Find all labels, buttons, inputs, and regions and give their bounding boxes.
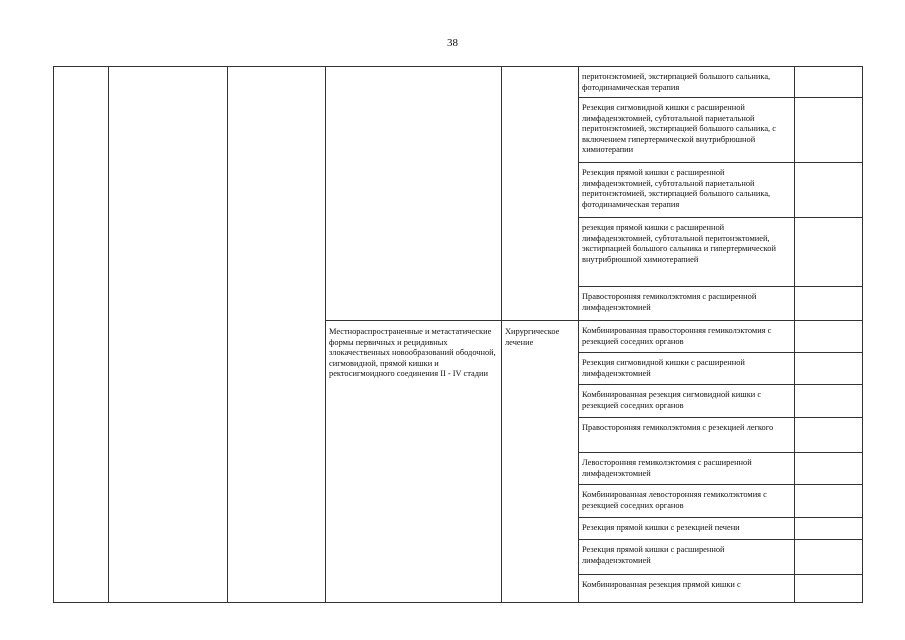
cell-number: [54, 67, 109, 603]
procedure-item: Правосторонняя гемиколэктомия с расширенной лимфаденэктомией: [582, 292, 757, 312]
procedure-item: Правосторонняя гемиколэктомия с резекцией легкого: [579, 418, 794, 453]
cell-treatment: [502, 67, 579, 321]
procedure-item: Резекция прямой кишки с расширенной лимфаденэктомией, субтотальной париетальной перитонэктомией, экстирпацией большого сальника, фотодинамическая терапия: [579, 163, 794, 218]
cell-treatment: [502, 321, 579, 603]
condition-text: Местнораспространенные и метастатические формы первичных и рецидивных злокачественных новообразований ободочной, сигмовидной, прямой кишки и ректосигмоидного соединения II - IV стадии: [329, 327, 496, 379]
procedure-item: Левосторонняя гемиколэктомия с расширенной лимфаденэктомией: [579, 453, 794, 485]
cell-condition: [326, 321, 502, 603]
treatment-text: [502, 67, 578, 79]
medical-procedures-table: [53, 66, 863, 603]
table-row: [54, 67, 863, 321]
cell-group: [109, 67, 228, 603]
procedure-item: Комбинированная резекция сигмовидной кишки с резекцией соседних органов: [579, 385, 794, 418]
cell-code: [228, 67, 326, 603]
cell-extra: [795, 67, 863, 321]
procedure-item: Комбинированная правосторонняя гемиколэктомия с резекцией соседних органов: [579, 321, 794, 353]
cell-extra: [795, 321, 863, 603]
procedure-item: Резекция сигмовидной кишки с расширенной лимфаденэктомией, субтотальной париетальной перитонэктомией, экстирпацией большого сальника, с включением гипертермической внутрибрюшной химиотерапии: [579, 98, 794, 163]
procedure-item: Резекция прямой кишки с расширенной лимфаденэктомией: [579, 540, 794, 575]
treatment-text: Хирургическое лечение: [505, 327, 560, 347]
procedure-item: Комбинированная левосторонняя гемиколэктомия с резекцией соседних органов: [579, 485, 794, 518]
cell-procedures: [579, 321, 795, 603]
procedure-item: Комбинированная резекция прямой кишки с: [582, 580, 741, 589]
procedure-item: Резекция прямой кишки с резекцией печени: [579, 518, 794, 540]
procedure-item: Резекция сигмовидной кишки с расширенной лимфаденэктомией: [579, 353, 794, 385]
cell-procedures: [579, 67, 795, 321]
cell-condition: [326, 67, 502, 321]
procedure-item: перитонэктомией, экстирпацией большого сальника, фотодинамическая терапия: [579, 67, 794, 98]
page-number: 38: [447, 37, 458, 49]
condition-text: [326, 67, 501, 79]
procedure-item: резекция прямой кишки с расширенной лимфаденэктомией, субтотальной перитонэктомией, экстирпацией большого сальника и гипертермической внутрибрюшной химиотерапией: [579, 218, 794, 287]
